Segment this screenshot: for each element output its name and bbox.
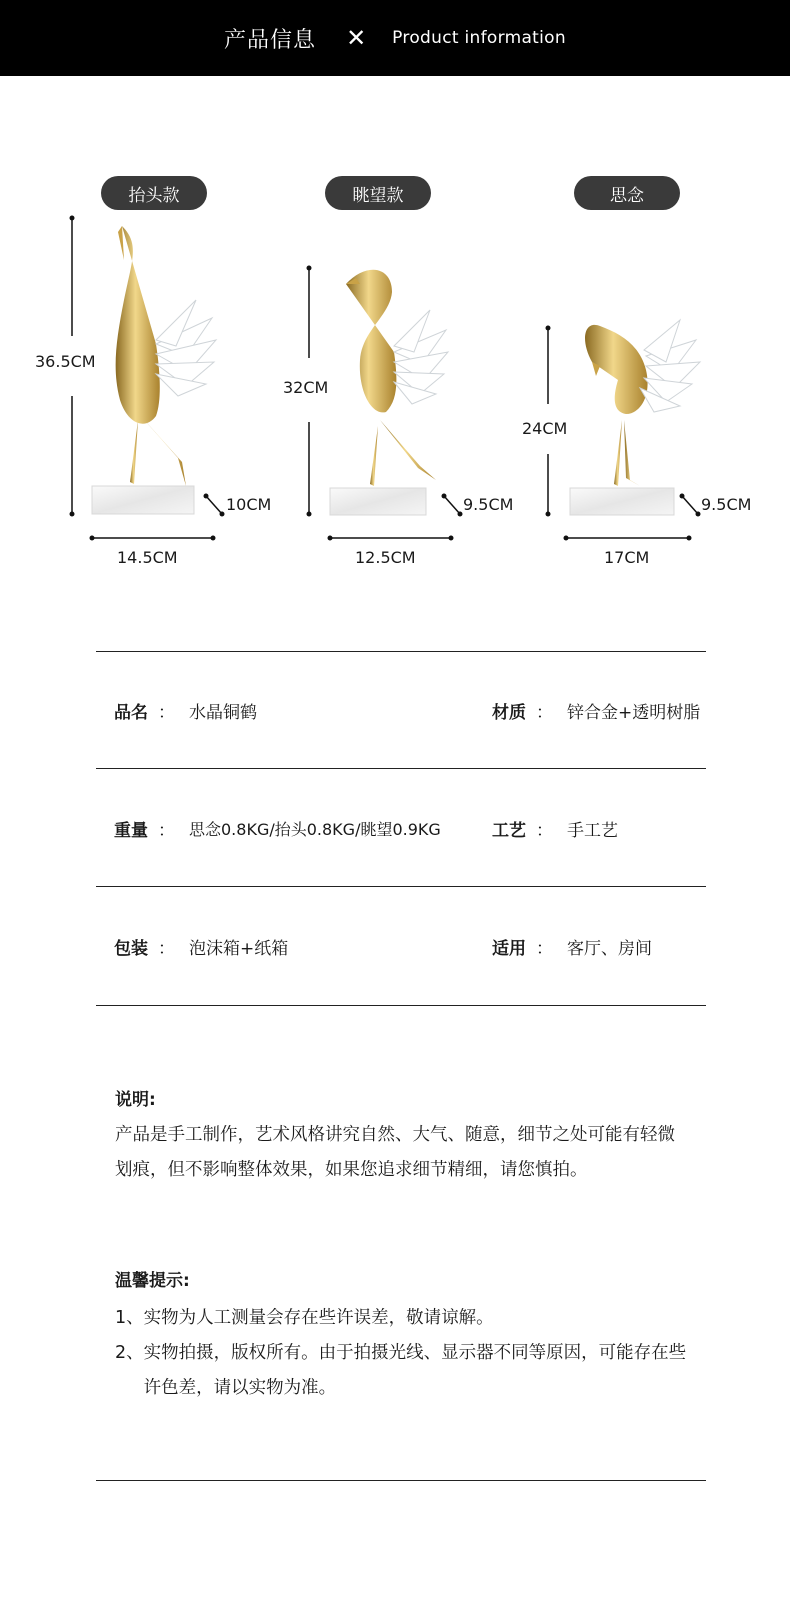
product-name-pill-3: 思念 [574, 176, 680, 210]
tip-item-1 [115, 1301, 695, 1336]
product-name-pill-2: 眺望款 [325, 176, 431, 210]
height-label-3: 24CM [522, 419, 568, 438]
spec-separator: ： [158, 939, 175, 959]
product-figures [0, 0, 790, 600]
spec-label: 包装 [114, 939, 148, 959]
spec-row-craft [492, 816, 618, 841]
height-label-1: 36.5CM [35, 352, 96, 371]
width-label-2: 12.5CM [355, 548, 416, 567]
tip-number: 2、 [115, 1343, 144, 1363]
spec-label: 品名 [114, 703, 148, 723]
crane-figure-3 [546, 320, 701, 541]
spec-label: 适用 [492, 939, 526, 959]
spec-label: 重量 [114, 821, 148, 841]
spec-value: 锌合金+透明树脂 [567, 703, 701, 723]
depth-label-1: 10CM [226, 495, 272, 514]
tip-number: 1、 [115, 1308, 144, 1328]
tip-text: 实物拍摄，版权所有。由于拍摄光线、显示器不同等原因，可能存在些许色差，请以实物为准。 [143, 1343, 687, 1398]
spec-row-material [492, 698, 700, 723]
divider [96, 768, 706, 769]
tips-title: 温馨提示: [115, 1271, 190, 1291]
spec-separator: ： [536, 703, 553, 723]
spec-value: 思念0.8KG/抬头0.8KG/眺望0.9KG [189, 820, 441, 839]
divider [96, 1005, 706, 1006]
divider [96, 1480, 706, 1481]
tip-item-2 [115, 1336, 695, 1406]
notes-title: 说明: [115, 1090, 156, 1110]
width-label-3: 17CM [604, 548, 650, 567]
spec-separator: ： [158, 703, 175, 723]
divider [96, 651, 706, 652]
header-title-en: Product information [392, 28, 566, 48]
spec-row-name [114, 698, 257, 723]
spec-row-packaging [114, 934, 288, 959]
crane-figure-1 [70, 216, 225, 541]
spec-separator: ： [536, 939, 553, 959]
spec-value: 水晶铜鹤 [189, 703, 257, 723]
header-title-cn: 产品信息 [224, 27, 317, 53]
product-name-pill-1: 抬头款 [101, 176, 207, 210]
spec-value: 客厅、房间 [567, 939, 652, 959]
height-label-2: 32CM [283, 378, 329, 397]
depth-label-3: 9.5CM [701, 495, 752, 514]
depth-label-2: 9.5CM [463, 495, 514, 514]
spec-value: 泡沫箱+纸箱 [189, 939, 289, 959]
notes-body: 产品是手工制作，艺术风格讲究自然、大气、随意，细节之处可能有轻微划痕，但不影响整体效果，如果您追求细节精细，请您慎拍。 [115, 1125, 675, 1180]
spec-row-usage [492, 934, 652, 959]
spec-row-weight [114, 816, 441, 841]
spec-label: 材质 [492, 703, 526, 723]
width-label-1: 14.5CM [117, 548, 178, 567]
close-icon: ✕ [346, 24, 367, 52]
spec-label: 工艺 [492, 821, 526, 841]
spec-separator: ： [536, 821, 553, 841]
spec-value: 手工艺 [567, 821, 618, 841]
tip-text: 实物为人工测量会存在些许误差，敬请谅解。 [143, 1308, 494, 1328]
crane-figure-2 [307, 266, 463, 541]
spec-separator: ： [158, 821, 175, 841]
divider [96, 886, 706, 887]
